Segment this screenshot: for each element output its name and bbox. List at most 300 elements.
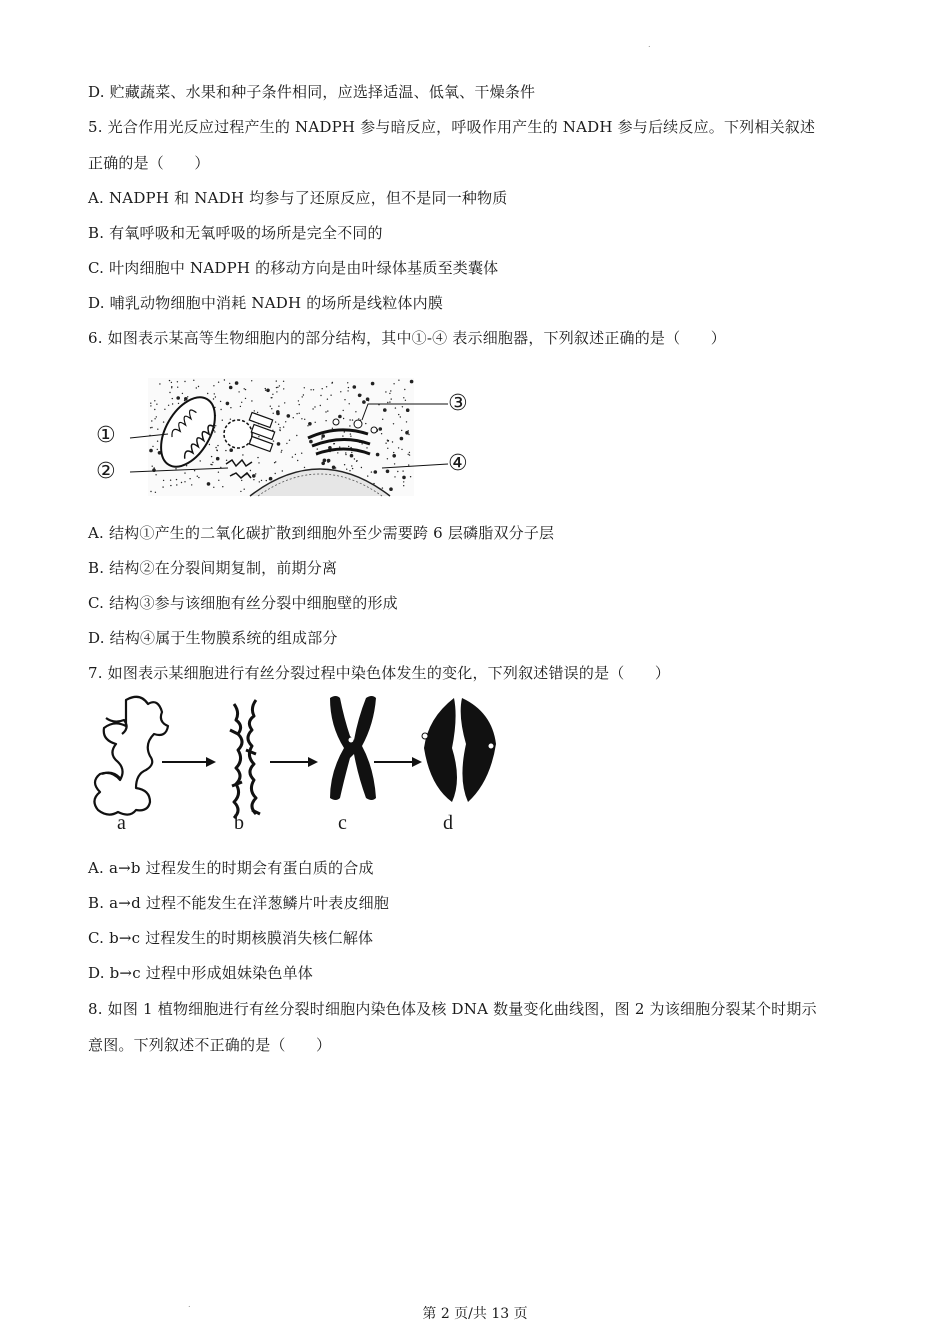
stipple-dot [400,437,404,441]
q7-stem: 7. 如图表示某细胞进行有丝分裂过程中染色体发生的变化，下列叙述错误的是（ ） [88,664,671,682]
stipple-dot [405,400,406,401]
stipple-dot [325,411,326,412]
stipple-dot [211,456,212,457]
stipple-dot [196,387,197,388]
stipple-dot [171,386,172,387]
stipple-dot [409,452,410,453]
stipple-dot [381,433,382,434]
stipple-dot [321,437,322,438]
stipple-dot [275,473,276,474]
stipple-dot [387,441,388,442]
stipple-dot [345,452,346,453]
stipple-dot [350,436,351,437]
stipple-dot [355,411,356,412]
stipple-dot [252,474,256,478]
stipple-dot [253,479,254,480]
stipple-dot [394,463,395,464]
stipple-dot [244,388,245,389]
stipple-dot [284,402,285,403]
stipple-dot [282,470,283,471]
stipple-dot [298,400,299,401]
stipple-dot [389,487,393,491]
stage-label-d: d [443,812,453,834]
stipple-dot [348,446,349,447]
stipple-dot [351,452,352,453]
stipple-dot [362,400,366,404]
stipple-dot [220,401,221,402]
stipple-dot [276,391,277,392]
stipple-dot [368,400,369,401]
stipple-dot [304,387,305,388]
stipple-dot [344,399,345,400]
stipple-dot [257,412,258,413]
stipple-dot [164,409,165,410]
stipple-dot [285,421,286,422]
stipple-dot [371,382,375,386]
stipple-dot [314,406,315,407]
label-circle-1: ① [96,423,116,448]
stipple-dot [280,430,281,431]
stipple-dot [156,404,157,405]
stipple-dot [152,446,153,447]
label-circle-4: ④ [448,451,468,476]
stipple-dot [277,387,278,388]
stipple-dot [270,406,271,407]
stipple-dot [337,452,338,453]
stipple-dot [213,398,214,399]
stipple-dot [194,470,195,471]
stipple-dot [350,433,351,434]
chromosome-d [422,698,496,802]
stipple-dot [367,475,368,476]
stipple-dot [296,435,297,436]
q8-stem-line1: 8. 如图 1 植物细胞进行有丝分裂时细胞内染色体及核 DNA 数量变化曲线图，图 2 为该细胞分裂某个时期示 [88,1000,817,1018]
stipple-dot [321,462,325,466]
stipple-dot [345,454,346,455]
stipple-dot [170,485,171,486]
stipple-dot [171,382,172,383]
stipple-dot [168,405,169,406]
stipple-dot [169,392,170,393]
stipple-dot [320,395,321,396]
stipple-dot [327,399,328,400]
stipple-dot [242,454,243,455]
stipple-dot [394,476,395,477]
stipple-dot [408,434,409,435]
stipple-dot [379,427,383,431]
stipple-dot [238,391,239,392]
stipple-dot [273,413,274,414]
stipple-dot [278,424,279,425]
stipple-dot [283,381,284,382]
stipple-dot [382,487,383,488]
stipple-dot [347,382,348,383]
q6-option-c: C. 结构③参与该细胞有丝分裂中细胞壁的形成 [88,594,398,612]
stipple-dot [387,448,388,449]
stipple-dot [287,414,291,418]
stipple-dot [308,422,312,426]
stipple-dot [210,464,211,465]
stipple-dot [218,480,219,481]
stipple-dot [398,380,399,381]
stipple-dot [258,436,259,437]
stipple-dot [226,460,227,461]
stipple-dot [404,389,405,390]
stipple-dot [333,443,334,444]
stipple-dot [297,460,298,461]
stipple-dot [389,393,390,394]
stipple-dot [352,468,353,469]
stipple-dot [220,409,221,410]
stipple-dot [312,408,313,409]
cell-structure-figure [90,372,480,504]
arrow-c-d [374,757,422,767]
page-number: 第 2 页/共 13 页 [422,1306,528,1322]
stipple-dot [226,402,230,406]
stipple-dot [335,467,336,468]
stipple-dot [198,477,199,478]
stipple-dot [386,470,390,474]
stipple-dot [157,449,158,450]
stipple-dot [403,481,404,482]
stipple-dot [217,450,218,451]
stipple-dot [258,462,259,463]
stipple-dot [293,417,294,418]
stipple-dot [176,479,177,480]
stipple-dot [330,395,331,396]
stipple-dot [299,413,300,414]
stipple-dot [360,394,361,395]
stipple-dot [286,443,287,444]
stipple-dot [366,447,367,448]
q5-stem-line2: 正确的是（ ） [88,154,210,172]
stipple-dot [395,407,396,408]
stipple-dot [271,408,272,409]
q5-option-d: D. 哺乳动物细胞中消耗 NADH 的场所是线粒体内膜 [88,294,444,312]
stipple-dot [408,454,409,455]
stipple-dot [215,396,216,397]
stipple-dot [331,382,332,383]
q4-option-d: D. 贮藏蔬菜、水果和种子条件相同，应选择适温、低氧、干燥条件 [88,83,536,101]
stipple-dot [401,449,402,450]
stipple-dot [344,464,345,465]
stipple-dot [410,476,411,477]
stipple-dot [178,403,179,404]
stipple-dot [385,391,386,392]
stipple-dot [401,430,402,431]
stipple-dot [197,476,198,477]
stipple-dot [193,380,194,381]
stipple-dot [327,410,328,411]
stipple-dot [332,428,333,429]
stipple-dot [251,380,252,381]
stipple-dot [191,484,192,485]
stipple-dot [383,408,387,412]
stipple-dot [151,427,152,428]
stipple-dot [281,450,282,451]
stipple-dot [281,451,282,452]
stipple-dot [241,402,242,403]
stipple-dot [184,381,185,382]
stipple-dot [392,454,396,458]
label-circle-2: ② [96,459,116,484]
stipple-dot [349,470,350,471]
stipple-dot [403,485,404,486]
stipple-dot [283,388,284,389]
stipple-dot [349,403,350,404]
stipple-dot [301,418,302,419]
stipple-dot [150,491,151,492]
stipple-dot [272,394,273,395]
stipple-dot [354,458,355,459]
stipple-dot [343,418,344,419]
stipple-dot [184,472,185,473]
stipple-dot [149,449,153,453]
stipple-dot [156,416,157,417]
stipple-dot [155,492,156,493]
stipple-dot [245,398,246,399]
stipple-dot [155,474,156,475]
stipple-dot [338,415,342,419]
label-circle-3: ③ [448,391,468,416]
chromosome-figure [86,690,506,838]
stipple-dot [349,425,350,426]
stipple-dot [289,440,290,441]
stipple-dot [150,405,151,406]
stipple-dot [176,484,177,485]
stipple-dot [387,458,388,459]
stipple-dot [182,393,183,394]
stipple-dot [207,393,208,394]
stipple-dot [198,386,199,387]
stipple-dot [374,470,378,474]
q5-option-a: A. NADPH 和 NADH 均参与了还原反应，但不是同一种物质 [88,189,508,207]
chromosome-b [230,700,260,818]
stipple-dot [213,487,214,488]
arrow-a-b [162,757,216,767]
stipple-dot [283,426,284,427]
stipple-dot [327,462,328,463]
stipple-dot [356,461,357,462]
stipple-dot [405,431,409,435]
cell-structure-drawing [90,372,480,504]
stipple-dot [245,389,246,390]
stipple-dot [172,398,173,399]
stipple-dot [176,396,180,400]
stipple-dot [315,422,316,423]
chromosome-c [330,696,376,800]
stipple-dot [275,421,276,422]
stipple-dot [215,425,216,426]
stipple-dot [265,388,266,389]
stipple-dot [150,427,151,428]
stipple-dot [361,467,362,468]
q6-option-a: A. 结构①产生的二氧化碳扩散到细胞外至少需要跨 6 层磷脂双分子层 [88,524,555,542]
stipple-dot [348,387,349,388]
stipple-dot [275,461,276,462]
stipple-dot [186,465,187,466]
stipple-dot [382,419,383,420]
stipple-dot [365,423,366,424]
stipple-dot [361,443,362,444]
stipple-dot [230,419,231,420]
stipple-dot [163,480,164,481]
stipple-dot [207,482,211,486]
stipple-dot [387,402,388,403]
stipple-dot [350,454,354,458]
stipple-dot [393,452,394,453]
stipple-dot [410,380,414,384]
stipple-dot [222,420,223,421]
stipple-dot [261,480,262,481]
stipple-dot [323,436,324,437]
stipple-dot [177,381,178,382]
stipple-dot [402,476,406,480]
q5-option-b: B. 有氧呼吸和无氧呼吸的场所是完全不同的 [88,224,383,242]
stipple-dot [271,397,272,398]
q6-option-b: B. 结构②在分裂间期复制，前期分离 [88,559,338,577]
stipple-dot [347,390,348,391]
stipple-dot [342,435,343,436]
stipple-dot [279,427,280,428]
stipple-dot [254,410,255,411]
stipple-dot [400,416,401,417]
stipple-dot [358,418,359,419]
stipple-dot [393,423,394,424]
stipple-dot [320,405,321,406]
stipple-dot [181,482,182,483]
stipple-dot [276,412,280,416]
stipple-dot [391,398,392,399]
stage-label-c: c [338,812,347,834]
q7-option-b: B. a→d 过程不能发生在洋葱鳞片叶表皮细胞 [88,894,390,912]
stipple-dot [209,444,210,445]
stipple-dot [235,381,239,385]
stipple-dot [214,431,215,432]
stipple-dot [257,457,258,458]
q7-option-a: A. a→b 过程发生的时期会有蛋白质的合成 [88,859,374,877]
stipple-dot [218,382,219,383]
stipple-dot [266,480,267,481]
q7-option-c: C. b→c 过程发生的时期核膜消失核仁解体 [88,929,374,947]
stipple-dot [299,404,300,405]
stipple-dot [402,406,403,407]
q7-option-d: D. b→c 过程中形成姐妹染色单体 [88,964,313,982]
stipple-dot [351,465,352,466]
stipple-dot [276,387,277,388]
stipple-dot [157,429,158,430]
scan-dot: . [648,40,651,49]
stipple-dot [175,468,176,469]
stipple-dot [154,467,155,468]
stipple-dot [184,481,185,482]
stipple-dot [295,454,296,455]
stipple-dot [371,471,372,472]
stipple-dot [326,386,327,387]
stipple-dot [324,461,325,462]
stipple-dot [172,403,173,404]
stipple-dot [398,414,399,415]
stipple-dot [215,447,216,448]
stipple-dot [409,454,410,455]
stipple-dot [241,480,242,481]
stipple-dot [229,383,230,384]
stipple-dot [187,396,188,397]
stipple-dot [403,397,404,398]
stipple-dot [346,469,347,470]
stage-label-b: b [234,812,244,834]
stipple-dot [217,445,218,446]
stipple-dot [302,396,303,397]
stipple-dot [398,447,399,448]
stipple-dot [292,456,293,457]
stipple-dot [304,419,305,420]
stipple-dot [301,453,302,454]
stipple-dot [163,421,164,422]
stipple-dot [273,440,274,441]
stipple-dot [303,394,304,395]
stipple-dot [332,466,336,470]
arrow-b-c [270,757,318,767]
stipple-dot [296,413,297,414]
stipple-dot [225,450,226,451]
stipple-dot [213,385,214,386]
stipple-dot [229,448,233,452]
stipple-dot [244,489,245,490]
stipple-dot [344,431,345,432]
stipple-dot [408,464,409,465]
stipple-dot [349,419,350,420]
stipple-dot [154,400,155,401]
stipple-dot [177,387,178,388]
stipple-dot [266,389,270,393]
stipple-dot [309,440,313,444]
stipple-dot [340,391,341,392]
stipple-dot [402,470,403,471]
stipple-dot [189,478,190,479]
stipple-dot [376,453,380,457]
q6-option-d: D. 结构④属于生物膜系统的组成部分 [88,629,338,647]
stipple-dot [150,403,151,404]
stipple-dot [277,442,281,446]
stipple-dot [317,448,318,449]
stipple-dot [240,491,241,492]
stipple-dot [200,460,201,461]
stipple-dot [304,467,305,468]
stipple-dot [240,406,241,407]
stipple-dot [255,473,256,474]
stipple-dot [251,400,252,401]
stipple-dot [222,486,223,487]
stipple-dot [212,462,213,463]
stipple-dot [385,443,386,444]
stipple-dot [313,389,314,390]
stipple-dot [216,457,220,461]
stipple-dot [169,380,170,381]
stipple-dot [162,486,163,487]
stipple-dot [392,441,393,442]
stipple-dot [154,409,155,410]
stipple-dot [310,389,311,390]
stipple-dot [170,480,171,481]
stipple-dot [269,477,273,481]
stipple-dot [406,421,407,422]
stipple-dot [259,481,260,482]
q8-stem-line2: 意图。下列叙述不正确的是（ ） [88,1036,332,1054]
stipple-dot [322,388,323,389]
stipple-dot [230,407,231,408]
stipple-dot [151,420,152,421]
